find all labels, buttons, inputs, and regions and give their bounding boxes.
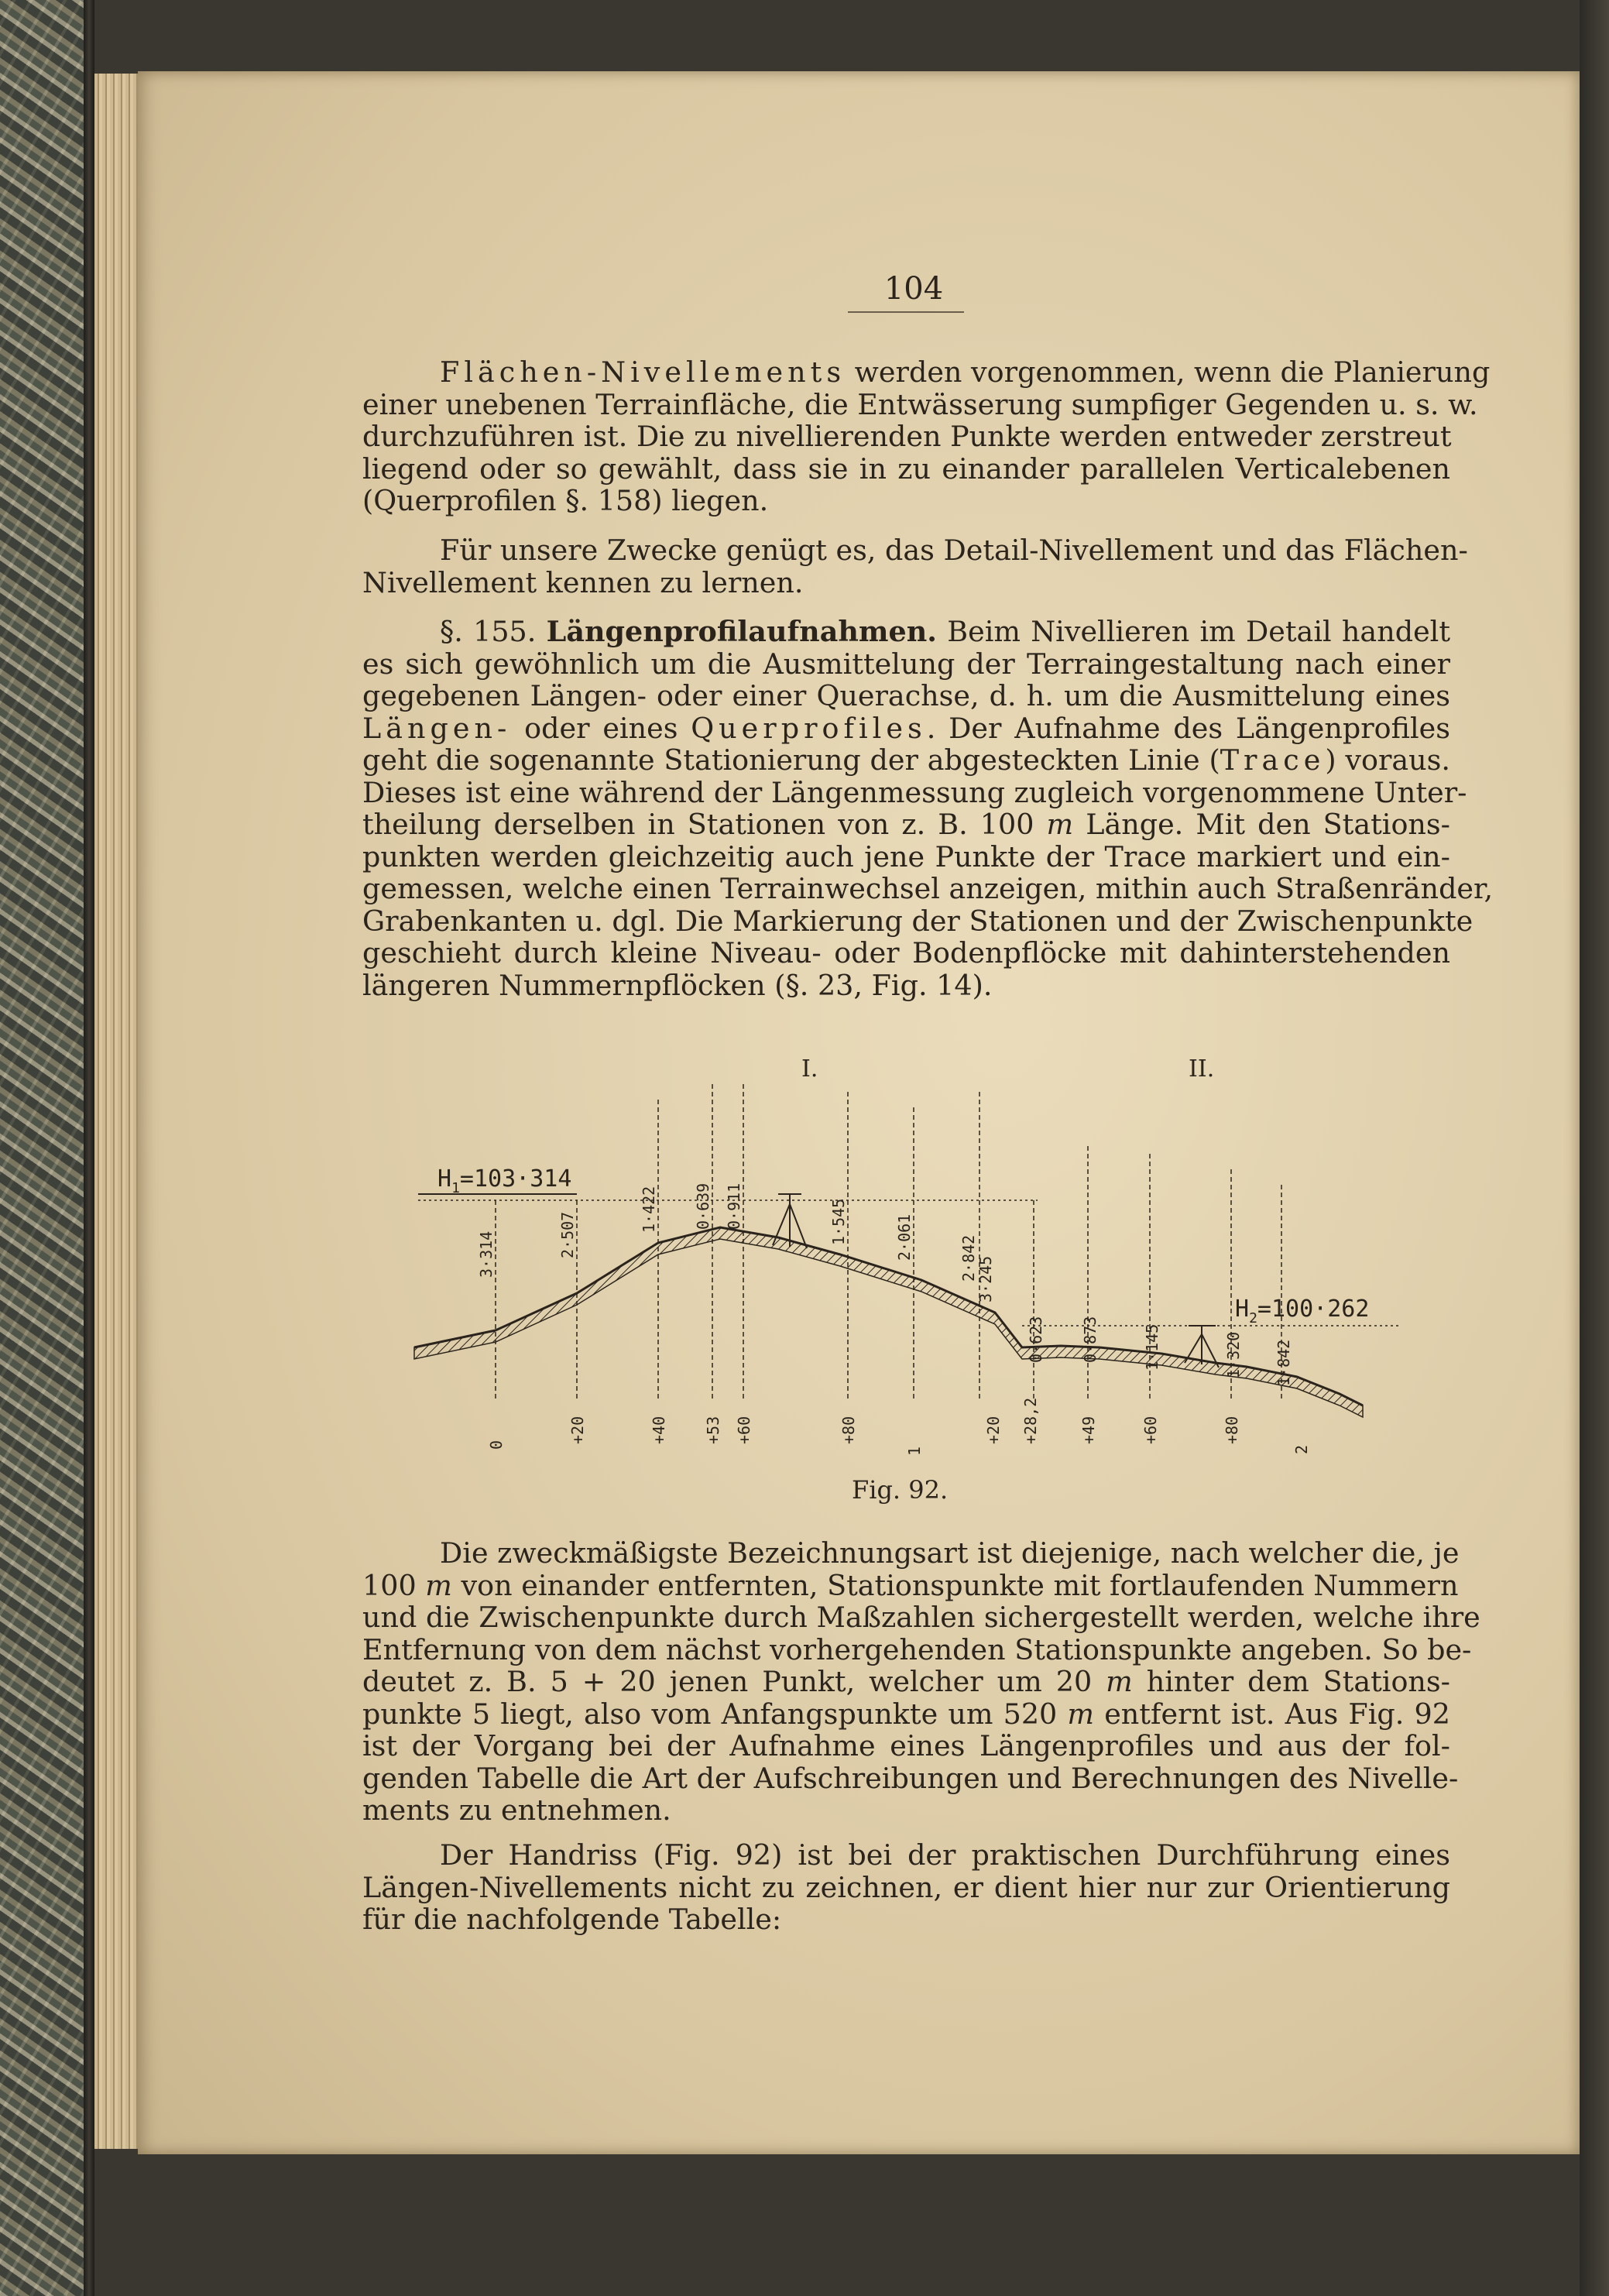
instrument-label-2: II. [1189,1055,1215,1083]
text-line: gegebenen Längen- oder einer Querachse, d. h. um die Ausmittelung eines [362,679,1450,712]
terrain-hatched [414,1227,1363,1417]
text-line: deutet z. B. 5 + 20 jenen Punkt, welcher um 20 m hinter dem Stations- [362,1665,1450,1698]
text-line: einer unebenen Terrainfläche, die Entwässerung sumpfiger Gegenden u. s. w. [362,387,1478,421]
figure-caption: Fig. 92. [852,1475,949,1505]
reading: 1·842 [1275,1339,1293,1386]
reading: 0·911 [725,1182,743,1230]
text-line: Für unsere Zwecke genügt es, das Detail-Nivellement und das Flächen- [440,534,1468,567]
reading: 0·623 [1027,1316,1045,1363]
paragraph-handriss [362,1839,1450,1936]
station-label: +80 [839,1416,858,1444]
text-line: durchzuführen ist. Die zu nivellierenden Punkte werden entweder zerstreut [362,420,1452,453]
figure-92-profile [387,1053,1471,1471]
reading: 3·314 [477,1230,496,1278]
page-number: 104 [883,271,944,307]
text-line: geht die sogenannte Stationierung der abgesteckten Linie (Trace) voraus. [362,743,1450,777]
text-line: liegend oder so gewählt, dass sie in zu einander parallelen Verticalebenen [362,451,1450,486]
station-label: +60 [1141,1416,1160,1444]
reading: 0·639 [694,1182,712,1230]
station-label: +53 [704,1416,722,1444]
text-line: punkte 5 liegt, also vom Anfangspunkte um 520 m entfernt ist. Aus Fig. 92 [362,1697,1450,1731]
text-line: Der Handriss (Fig. 92) ist bei der praktischen Durchführung eines [440,1838,1450,1872]
terrain-line [414,1227,1363,1405]
text-line: es sich gewöhnlich um die Ausmittelung der Terraingestaltung nach einer [362,647,1450,681]
text-line: für die nachfolgende Tabelle: [362,1903,782,1936]
text-line: Längen-Nivellements nicht zu zeichnen, er dient hier nur zur Orientierung [362,1870,1450,1904]
text-line: punkten werden gleichzeitig auch jene Punkte der Trace markiert und ein- [362,839,1450,873]
text-line: gemessen, welche einen Terrainwechsel anzeigen, mithin auch Straßenränder, [362,872,1494,905]
text-line: Längen- oder eines Querprofiles. Der Aufnahme des Längenprofiles [362,711,1450,745]
station-label: +20 [984,1416,1003,1444]
station-label: 1 [905,1446,924,1456]
facing-page-edge [1580,0,1609,2296]
reading: 3·245 [976,1255,995,1302]
section-heading: Längenprofilaufnahmen. [546,615,937,648]
text-line: und die Zwischenpunkte durch Maßzahlen sichergestellt werden, welche ihre [362,1601,1480,1634]
book-binding [84,0,94,2296]
section-heading-line: §. 155. Längenprofilaufnahmen. Beim Nivellieren im Detail handelt [440,615,1451,648]
reading: 2·507 [558,1211,577,1258]
text-line: Nivellement kennen zu lernen. [362,565,804,599]
reading: 1·545 [829,1198,848,1245]
reading: 1·422 [640,1186,658,1233]
text-line: Die zweckmäßigste Bezeichnungsart ist diejenige, nach welcher die, je [440,1536,1460,1570]
paragraph-zwecke [362,534,1468,599]
text-line: längeren Nummernpflöcken (§. 23, Fig. 14). [362,968,993,1002]
paragraph-flaechen-nivellements [362,355,1491,517]
section-155 [362,615,1494,1002]
reading: 1·145 [1143,1323,1161,1371]
station-label: +28,2 [1021,1397,1040,1444]
reading: 2·842 [959,1234,978,1282]
text-line: 100 m von einander entfernten, Stationspunkte mit fortlaufenden Nummern [362,1568,1459,1602]
station-label: +40 [650,1416,668,1444]
text-line: Flächen-Nivellements werden vorgenommen, wenn die Planierung [440,355,1491,389]
station-label: 0 [487,1440,506,1450]
station-label: +20 [568,1416,587,1444]
text-line: ments zu entnehmen. [362,1793,671,1827]
reading: 1·320 [1224,1331,1243,1378]
reading: 0·873 [1081,1316,1100,1363]
text-line: Grabenkanten u. dgl. Die Markierung der Stationen und der Zwischenpunkte [362,904,1473,938]
station-labels [487,1398,1311,1456]
book-cover-marbled [0,0,84,2296]
reading: 2·061 [895,1213,914,1261]
station-label: 2 [1292,1444,1311,1454]
text-line: Dieses ist eine während der Längenmessung zugleich vorgenommene Unter- [362,775,1467,809]
h2-label: $H_2=100\cdot 262$ [1235,1296,1370,1326]
station-label: +60 [735,1416,753,1444]
text-line: theilung derselben in Stationen von z. B. 100 m Länge. Mit den Stations- [362,808,1450,841]
station-label: +49 [1079,1416,1098,1444]
section-number: §. 155. [440,615,537,648]
page-number-rule [848,311,964,313]
text-line: Entfernung von dem nächst vorhergehenden Stationspunkte angeben. So be- [362,1632,1472,1666]
text-line: genden Tabelle die Art der Aufschreibungen und Berechnungen des Nivelle- [362,1761,1459,1795]
text-line: ist der Vorgang bei der Aufnahme eines Längenprofiles und aus der fol- [362,1729,1450,1762]
text-line: (Querprofilen §. 158) liegen. [362,484,769,517]
h1-label: $H_1=103\cdot 314$ [437,1165,572,1196]
instrument-label-1: I. [801,1055,818,1083]
text-line: geschieht durch kleine Niveau- oder Bodenpflöcke mit dahinterstehenden [362,936,1450,970]
station-label: +80 [1223,1416,1241,1444]
paragraph-bezeichnungsart [362,1536,1480,1827]
